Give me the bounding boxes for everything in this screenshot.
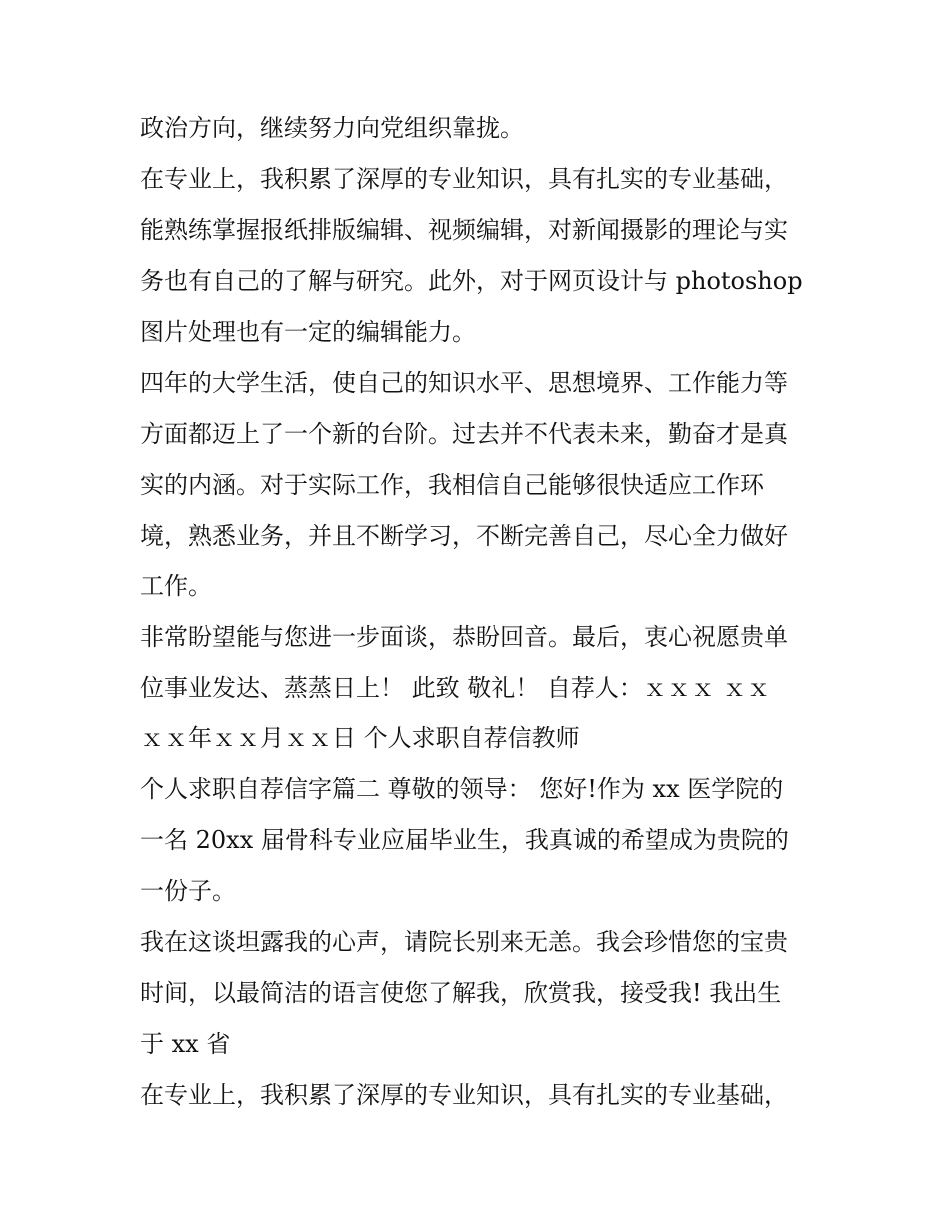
text-line: 务也有自己的了解与研究。此外，对于网页设计与 photoshop — [140, 267, 803, 295]
text-line: 在专业上，我积累了深厚的专业知识，具有扎实的专业基础， — [140, 165, 788, 193]
text-line: 境，熟悉业务，并且不断学习，不断完善自己，尽心全力做好 — [140, 522, 788, 550]
text-line: 于 xx 省 — [140, 1030, 231, 1058]
text-line: 我在这谈坦露我的心声，请院长别来无恙。我会珍惜您的宝贵 — [140, 928, 788, 956]
text-line: 实的内涵。对于实际工作，我相信自己能够很快适应工作环 — [140, 471, 764, 499]
text-line: 方面都迈上了一个新的台阶。过去并不代表未来，勤奋才是真 — [140, 420, 788, 448]
text-line: 非常盼望能与您进一步面谈，恭盼回音。最后，衷心祝愿贵单 — [140, 623, 788, 651]
text-line: 四年的大学生活，使自己的知识水平、思想境界、工作能力等 — [140, 369, 788, 397]
text-line: ｘｘ年ｘｘ月ｘｘ日 个人求职自荐信教师 — [140, 724, 580, 752]
text-line: 个人求职自荐信字篇二 尊敬的领导： 您好!作为 xx 医学院的 — [140, 775, 784, 803]
text-line: 一名 20xx 届骨科专业应届毕业生，我真诚的希望成为贵院的 — [140, 826, 789, 854]
text-line: 能熟练掌握报纸排版编辑、视频编辑，对新闻摄影的理论与实 — [140, 216, 788, 244]
text-line: 图片处理也有一定的编辑能力。 — [140, 318, 476, 346]
text-line: 一份子。 — [140, 877, 236, 905]
text-line: 在专业上，我积累了深厚的专业知识，具有扎实的专业基础， — [140, 1081, 788, 1109]
text-line: 政治方向，继续努力向党组织靠拢。 — [140, 114, 524, 142]
text-line: 位事业发达、蒸蒸日上！ 此致 敬礼！ 自荐人：ｘｘｘ ｘｘ — [140, 674, 771, 702]
text-line: 工作。 — [140, 572, 212, 600]
text-line: 时间，以最简洁的语言使您了解我，欣赏我，接受我! 我出生 — [140, 979, 782, 1007]
